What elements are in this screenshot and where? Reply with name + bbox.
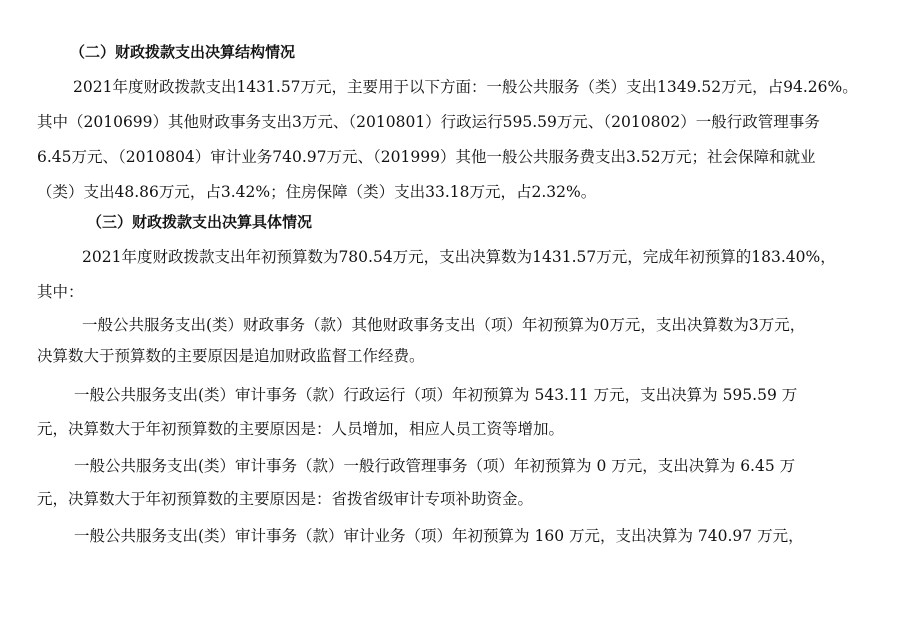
paragraph-line: 其中（2010699）其他财政事务支出3万元、（2010801）行政运行595.59万元、（2010802）一般行政管理事务 [37,113,820,131]
paragraph-line: 一般公共服务支出(类）审计事务（款）审计业务（项）年初预算为 160 万元，支出决算为 740.97 万元， [74,527,804,545]
paragraph-line: 2021年度财政拨款支出年初预算数为780.54万元，支出决算数为1431.57万元，完成年初预算的183.40%， [82,248,836,266]
paragraph-line: 决算数大于预算数的主要原因是追加财政监督工作经费。 [37,347,425,365]
section-heading-details: （三）财政拨款支出决算具体情况 [87,213,313,231]
paragraph-line: 6.45万元、（2010804）审计业务740.97万元、（201999）其他一般公共服务费支出3.52万元；社会保障和就业 [37,148,816,166]
paragraph-line: 其中： [37,283,84,301]
paragraph-line: 一般公共服务支出(类）财政事务（款）其他财政事务支出（项）年初预算为0万元，支出决算数为3万元， [82,316,806,334]
section-heading-structure: （二）财政拨款支出决算结构情况 [70,43,296,61]
paragraph-line: （类）支出48.86万元，占3.42%；住房保障（类）支出33.18万元，占2.32%。 [37,183,597,201]
paragraph-line: 元，决算数大于年初预算数的主要原因是：人员增加，相应人员工资等增加。 [37,420,565,438]
paragraph-line: 一般公共服务支出(类）审计事务（款）行政运行（项）年初预算为 543.11 万元，支出决算为 595.59 万 [74,386,798,404]
paragraph-line: 一般公共服务支出(类）审计事务（款）一般行政管理事务（项）年初预算为 0 万元，支出决算为 6.45 万 [74,457,796,475]
paragraph-line: 元，决算数大于年初预算数的主要原因是：省拨省级审计专项补助资金。 [37,490,534,508]
paragraph-line: 2021年度财政拨款支出1431.57万元，主要用于以下方面：一般公共服务（类）支出1349.52万元，占94.26%。 [73,78,858,96]
